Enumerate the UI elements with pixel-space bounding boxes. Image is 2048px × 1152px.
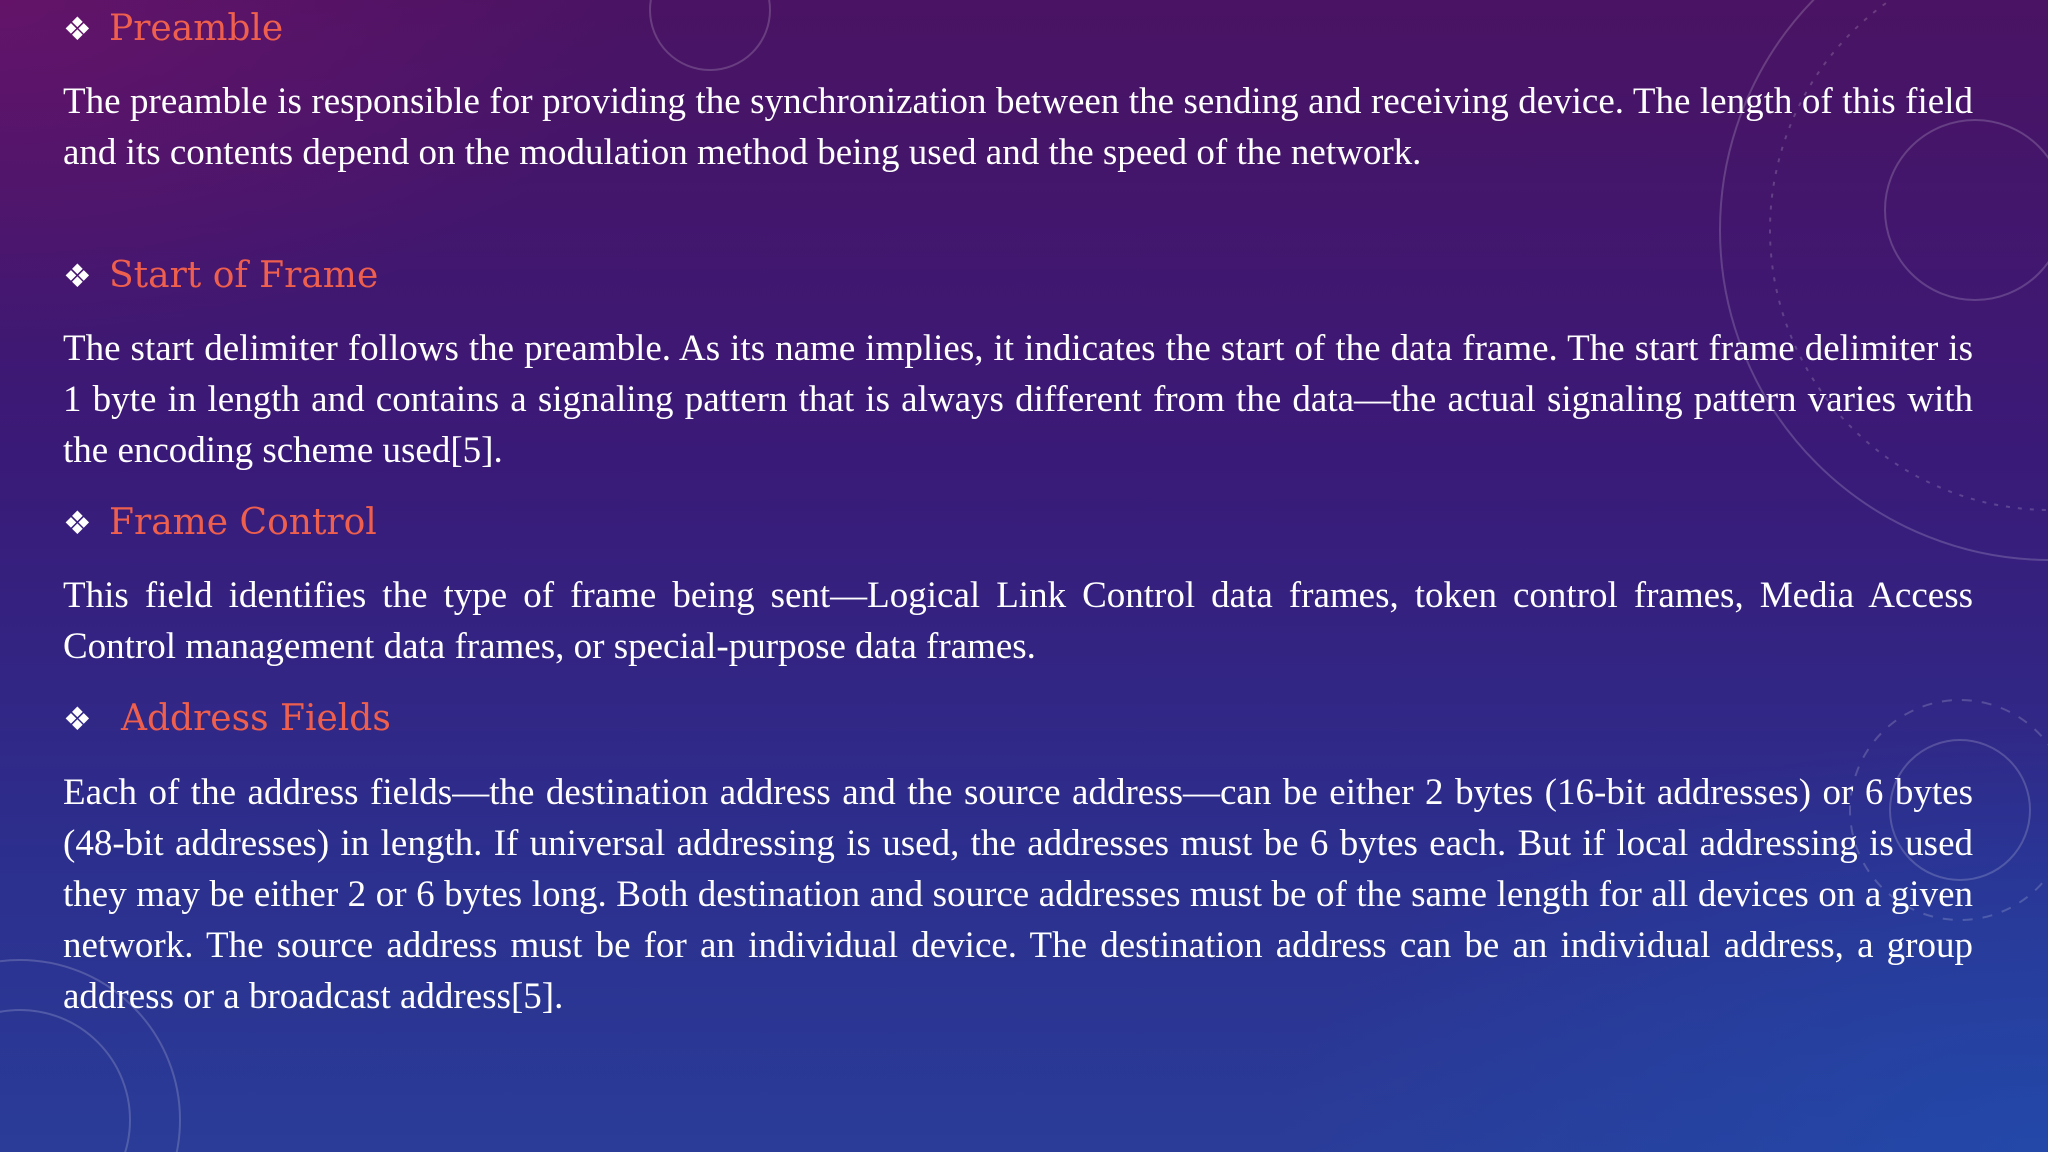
diamond-bullet-icon: ❖ [63,257,92,295]
section-body-frame-control: This field identifies the type of frame being sent—Logical Link Control data frames, token control frames, Media Access Control management data frames, or special-purpose data frames. [63,575,1973,667]
diamond-bullet-icon: ❖ [63,10,92,48]
heading-text: Address Fields [121,698,391,739]
section-body-start-of-frame: The start delimiter follows the preamble. As its name implies, it indicates the start of the data frame. The start frame delimiter is 1 byte in length and contains a signaling pattern that is always different from the data—the actual signaling pattern varies with the encoding scheme used[5]. [63,328,1973,471]
section-heading-address-fields [63,697,391,741]
heading-text: Frame Control [109,502,377,543]
heading-text: Start of Frame [109,255,379,296]
section-body-address-fields: Each of the address fields—the destination address and the source address—can be either 2 bytes (16-bit addresses) or 6 bytes (48-bit addresses) in length. If universal addressing is used, the addresses must be 6 bytes each. But if local addressing is used they may be either 2 or 6 bytes long. Both destination and source addresses must be of the same length for all devices on a given network. The source address must be for an individual device. The destination address can be an individual address, a group address or a broadcast address[5]. [63,772,1973,1017]
heading-text: Preamble [109,8,284,49]
section-heading-start-of-frame [63,254,378,298]
section-body-preamble: The preamble is responsible for providing the synchronization between the sending and receiving device. The length of this field and its contents depend on the modulation method being used and the speed of the network. [63,81,1973,173]
diamond-bullet-icon: ❖ [63,504,92,542]
section-heading-frame-control [63,501,377,545]
section-heading-preamble [63,7,283,51]
diamond-bullet-icon: ❖ [63,700,92,738]
